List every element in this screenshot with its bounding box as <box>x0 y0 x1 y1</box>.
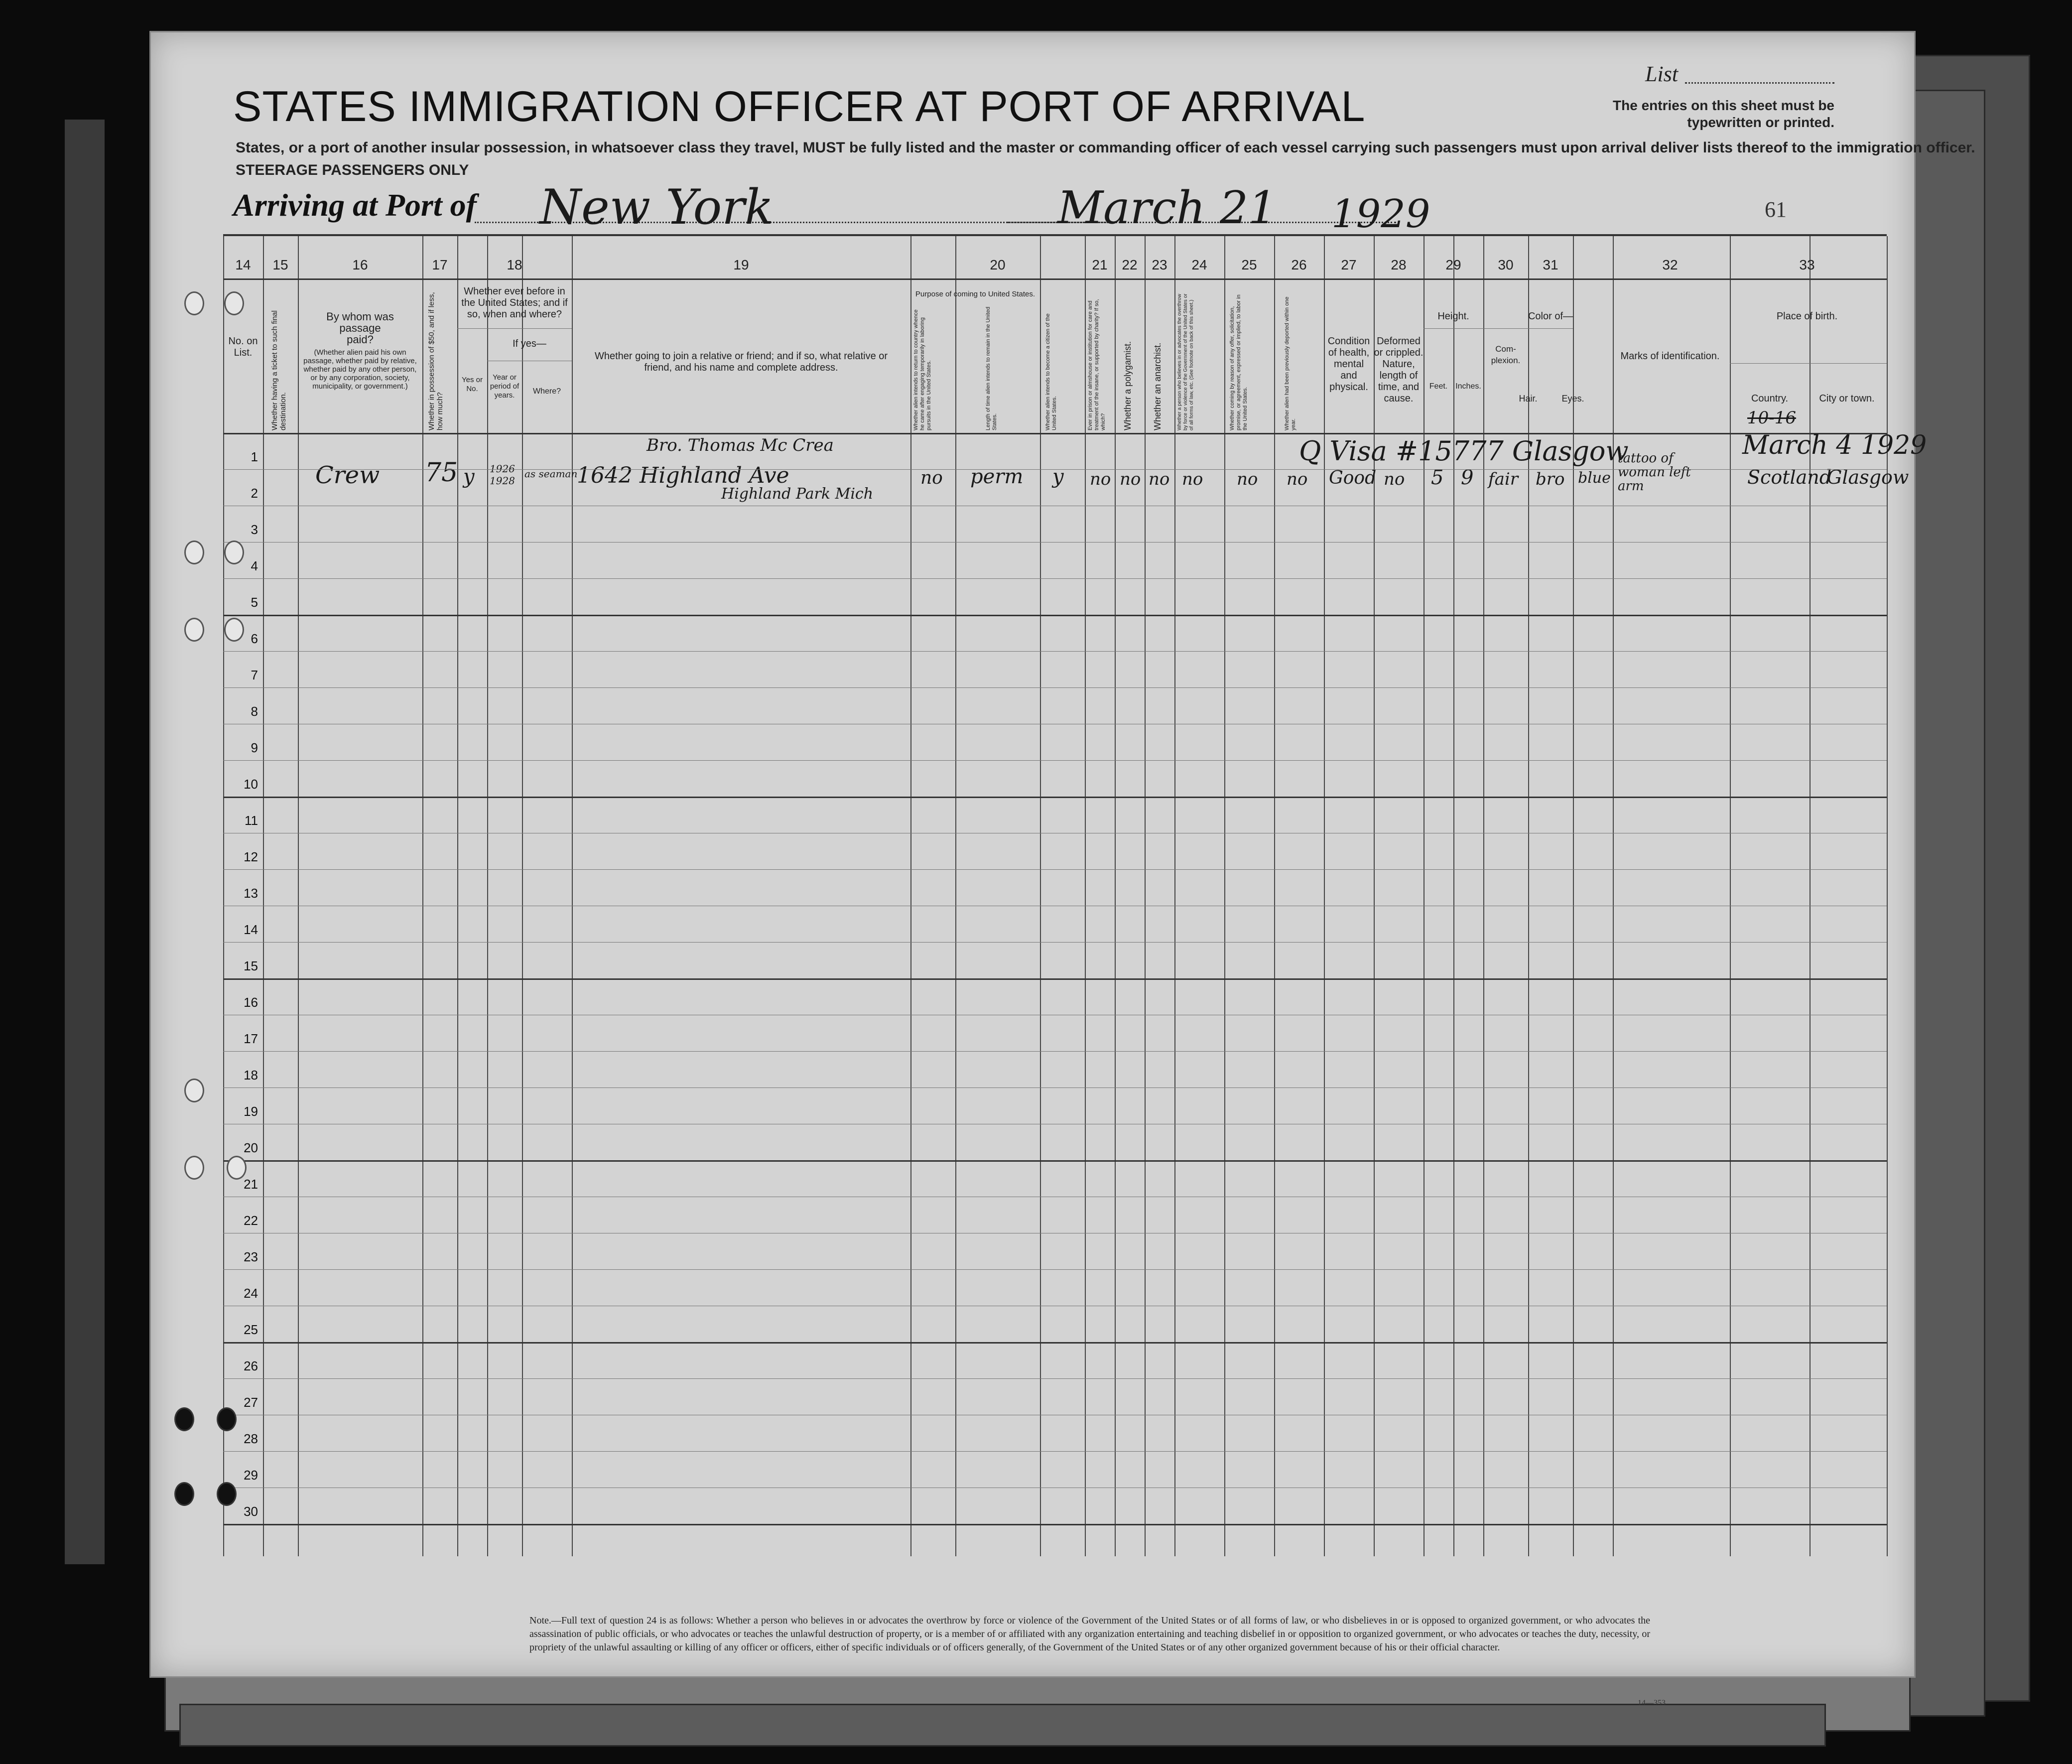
subheader-rule <box>1730 363 1887 364</box>
entry-offer: no <box>1237 469 1258 489</box>
header-condition: Condition of health, mental and physical. <box>1327 336 1370 393</box>
entry-feet: 5 <box>1431 466 1444 489</box>
row-rule <box>223 1378 1887 1379</box>
column-number: 15 <box>272 257 288 272</box>
header-purpose-length: Length of time alien intends to remain in the United States. <box>985 306 998 430</box>
header-deformed: Deformed or crippled. Nature, length of time, and cause. <box>1374 336 1424 404</box>
row-number: 4 <box>251 558 258 573</box>
row-rule <box>223 469 1887 470</box>
column-number: 28 <box>1391 257 1407 272</box>
entry-length: perm <box>970 465 1024 488</box>
form-code: 14—353 <box>1638 1699 1666 1707</box>
entry-paid-by: Crew <box>315 461 380 489</box>
row-number: 25 <box>244 1322 258 1337</box>
binder-hole <box>227 1156 247 1180</box>
date-value: March 21 <box>1057 182 1277 234</box>
subheader-rule <box>1483 328 1573 329</box>
header-eyes: Eyes. <box>1561 394 1584 404</box>
header-deported: Whether alien had been previously deported within one year. <box>1284 296 1296 430</box>
row-rule <box>223 978 1887 980</box>
row-number: 2 <box>251 486 258 501</box>
binder-hole <box>184 541 204 564</box>
row-rule <box>223 651 1887 652</box>
header-bottom-rule <box>223 433 1887 434</box>
header-purpose-citizen: Whether alien intends to become a citizen of the United States. <box>1045 313 1057 430</box>
entry-marks: tattoo of woman left arm <box>1618 451 1691 494</box>
row-number: 5 <box>251 595 258 610</box>
header-year-period: Year or period of years. <box>490 373 519 400</box>
header-overthrow: Whether a person who believes in or advocates the overthrow by force or violence of the Government of the United States or of all forms of law, etc. (See footnote on back of this sheet.) <box>1177 293 1194 430</box>
header-offer: Whether coming by reason of any offer, solicitation, promise, or agreement, expressed or implied, to labor in the United States. <box>1229 294 1248 430</box>
row-rule <box>223 542 1887 543</box>
column-number: 20 <box>990 257 1006 272</box>
header-yes-no: Yes or No. <box>462 376 483 393</box>
binder-hole <box>224 541 244 564</box>
row-number: 22 <box>244 1213 258 1228</box>
entry-citizen: y <box>1052 465 1064 488</box>
header-purpose-return: Whether alien intends to return to country whence he came after engaging temporarily in laboring pursuits in the United States. <box>913 309 932 430</box>
row-number: 28 <box>244 1431 258 1446</box>
row-rule <box>223 942 1887 943</box>
row-number: 26 <box>244 1358 258 1373</box>
column-number: 30 <box>1498 257 1514 272</box>
binder-hole <box>217 1407 237 1431</box>
row-number: 30 <box>244 1504 258 1519</box>
column-number: 14 <box>235 257 251 272</box>
list-label: List <box>1645 62 1679 86</box>
manifest-sheet <box>149 31 1975 1707</box>
row-number: 20 <box>244 1140 258 1155</box>
row-number: 12 <box>244 849 258 864</box>
row-number: 8 <box>251 704 258 719</box>
header-complexion: Com-plexion. <box>1491 344 1521 365</box>
header-if-yes: If yes— <box>513 338 546 349</box>
year-value: 1929 <box>1331 192 1430 237</box>
row-number: 14 <box>244 922 258 937</box>
binder-hole <box>224 291 244 315</box>
row-number: 15 <box>244 958 258 973</box>
row-rule <box>223 578 1887 579</box>
entry-deformed: no <box>1384 469 1405 489</box>
binder-strip <box>65 120 105 1564</box>
column-number: 33 <box>1799 257 1815 272</box>
column-number: 26 <box>1291 257 1307 272</box>
subheader-rule <box>1424 328 1483 329</box>
column-number: 16 <box>352 257 368 272</box>
row-rule <box>223 869 1887 870</box>
column-number: 23 <box>1152 257 1167 272</box>
header-ticket: Whether having a ticket to such final destination. <box>270 310 287 430</box>
row-number: 23 <box>244 1249 258 1264</box>
entry-inches: 9 <box>1461 466 1474 489</box>
steerage-label: STEERAGE PASSENGERS ONLY <box>236 162 469 178</box>
column-number: 22 <box>1122 257 1138 272</box>
binder-hole <box>184 1079 204 1102</box>
row-number: 6 <box>251 631 258 646</box>
binder-hole <box>184 618 204 642</box>
entry-visa-note: Q Visa #15777 Glasgow <box>1299 435 1629 467</box>
entry-overthrow: no <box>1182 469 1203 489</box>
port-value: New York <box>539 179 774 235</box>
binder-hole <box>224 618 244 642</box>
row-number: 17 <box>244 1031 258 1046</box>
header-anarchist: Whether an anarchist. <box>1153 342 1163 430</box>
background-page <box>179 1704 1826 1747</box>
manifest-table <box>223 234 1927 1556</box>
entry-before-yes-no: y <box>463 465 475 488</box>
binder-hole <box>184 291 204 315</box>
column-number: 25 <box>1241 257 1257 272</box>
row-rule <box>223 615 1887 616</box>
entry-health: Good <box>1329 468 1377 488</box>
binder-hole <box>174 1407 194 1431</box>
header-polygamist: Whether a polygamist. <box>1123 341 1133 430</box>
footnote: Note.—Full text of question 24 is as follows: Whether a person who believes in or advocates the overthrow by force or violence of the Government of the United States or of all forms of law, or who disbelieves in or is opposed to organized government, or who advocates the assassination of public officials, or who advocates or teaches the unlawful destruction of property, or is a member of or affiliated with any organization entertaining and teaching disbelief in or opposition to organized government, or who advocates or teaches the duty, necessity, or propriety of the unlawful assaulting or killing of any officer or officers, either of specific individuals or of officers generally, of the Government of the United States or of any other organized government because of his or their official character. <box>529 1615 1650 1653</box>
column-number: 19 <box>733 257 749 272</box>
subheader-rule <box>457 328 572 329</box>
row-rule <box>223 1342 1887 1344</box>
entry-date-note-struck: 10-16 <box>1747 408 1797 428</box>
entry-before-years: 1926 1928 <box>490 463 515 487</box>
entry-relative-line1: Bro. Thomas Mc Crea <box>647 435 834 455</box>
header-color-of: Color of— <box>1528 311 1573 322</box>
header-no-on-list: No. on List. <box>228 336 258 358</box>
row-number: 7 <box>251 668 258 682</box>
column-number-rule <box>223 278 1887 280</box>
page-number: 61 <box>1765 197 1787 222</box>
row-rule <box>223 1160 1887 1162</box>
entry-country: Scotland <box>1747 466 1832 488</box>
entry-city: Glasgow <box>1827 466 1909 488</box>
row-number: 1 <box>251 449 258 464</box>
entry-eyes: blue <box>1578 469 1611 487</box>
header-where: Where? <box>532 387 561 396</box>
header-feet: Feet. <box>1429 382 1448 391</box>
header-purpose: Purpose of coming to United States. <box>915 290 1036 298</box>
entry-hair: bro <box>1536 469 1565 489</box>
row-number: 18 <box>244 1068 258 1083</box>
header-hair: Hair. <box>1519 394 1538 404</box>
entry-return: no <box>920 468 943 488</box>
row-number: 24 <box>244 1286 258 1301</box>
entry-polygamist: no <box>1120 469 1141 489</box>
header-height: Height. <box>1437 311 1469 322</box>
entry-prison: no <box>1090 469 1111 489</box>
row-rule <box>223 1269 1887 1270</box>
header-country: Country. <box>1751 393 1789 404</box>
row-rule <box>223 797 1887 798</box>
binder-hole <box>174 1482 194 1506</box>
binder-hole <box>217 1482 237 1506</box>
row-number: 27 <box>244 1395 258 1410</box>
row-rule <box>223 687 1887 688</box>
header-city: City or town. <box>1819 393 1875 404</box>
list-number-line <box>1685 82 1834 84</box>
row-number: 9 <box>251 740 258 755</box>
column-number: 32 <box>1662 257 1678 272</box>
row-rule <box>223 1051 1887 1052</box>
entry-date-note: March 4 1929 <box>1742 430 1927 460</box>
header-by-whom: By whom was passage paid? <box>326 310 394 346</box>
row-number: 11 <box>245 813 258 828</box>
column-number: 24 <box>1191 257 1207 272</box>
entry-deported: no <box>1287 469 1308 489</box>
row-rule <box>223 1087 1887 1088</box>
row-number: 13 <box>244 886 258 901</box>
row-rule <box>223 760 1887 761</box>
row-number: 16 <box>244 995 258 1010</box>
column-number: 27 <box>1341 257 1357 272</box>
binder-hole <box>184 1156 204 1180</box>
header-before-us: Whether ever before in the United States; and if so, when and where? <box>461 286 568 320</box>
form-title: STATES IMMIGRATION OFFICER AT PORT OF ARRIVAL <box>233 83 1366 131</box>
header-inches: Inches. <box>1455 382 1481 391</box>
row-number: 10 <box>244 777 258 792</box>
entry-possession: 75 <box>425 458 458 488</box>
row-rule <box>223 1451 1887 1452</box>
entries-note: The entries on this sheet must be typewritten or printed. <box>1613 98 1834 130</box>
row-number: 19 <box>244 1104 258 1119</box>
intro-line: States, or a port of another insular possession, in whatsoever class they travel, MUST be fully listed and the master or commanding officer of each vessel carrying such passengers must upon arrival deliver lists thereof to the immigration officer. <box>236 139 1975 156</box>
header-marks: Marks of identification. <box>1620 351 1720 362</box>
header-place-of-birth: Place of birth. <box>1776 311 1838 322</box>
entry-complexion: fair <box>1488 469 1518 489</box>
column-number: 31 <box>1543 257 1558 272</box>
header-possession: Whether in possession of $50, and if less, how much? <box>427 292 444 430</box>
row-number: 3 <box>251 522 258 537</box>
row-number: 29 <box>244 1468 258 1483</box>
column-number: 18 <box>507 257 522 272</box>
column-number: 17 <box>432 257 448 272</box>
column-number: 21 <box>1092 257 1108 272</box>
row-number: 21 <box>244 1177 258 1192</box>
arriving-label: Arriving at Port of <box>233 187 477 223</box>
header-by-whom-note: (Whether alien paid his own passage, whether paid by relative, whether paid by any other person, or by any corporation, society, municipality, or government.) <box>303 348 417 391</box>
header-prison: Ever in prison or almshouse or institution for care and treatment of the insane, or supported by charity? If so, which? <box>1087 299 1106 430</box>
column-number: 29 <box>1445 257 1461 272</box>
entry-relative-line2: 1642 Highland Ave <box>577 463 789 488</box>
entry-before-where: as seaman <box>524 468 578 480</box>
entry-relative-line3: Highland Park Mich <box>721 485 874 503</box>
row-rule <box>223 1524 1887 1525</box>
entry-anarchist: no <box>1149 469 1170 489</box>
header-relative: Whether going to join a relative or friend; and if so, what relative or friend, and his name and complete address. <box>594 351 888 373</box>
